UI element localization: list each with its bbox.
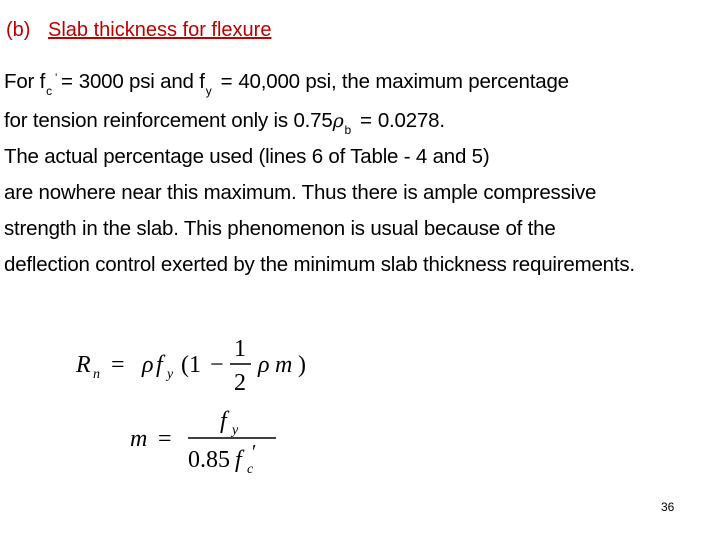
rho-subscript: b bbox=[344, 123, 352, 137]
equation-m bbox=[130, 408, 276, 477]
fc-prime: ' bbox=[55, 72, 58, 84]
equation-rn bbox=[75, 336, 306, 396]
heading-number: (b) bbox=[6, 19, 31, 41]
paragraph-line-3: The actual percentage used (lines 6 of Table - 4 and 5) bbox=[4, 145, 490, 168]
rn-subscript: n bbox=[93, 367, 100, 382]
eq1-equals: = bbox=[111, 352, 125, 378]
eq1-y-subscript: y bbox=[167, 367, 174, 382]
fc-subscript: c bbox=[46, 84, 52, 98]
eq2-den-prime: ′ bbox=[252, 441, 257, 463]
paragraph-line-4: are nowhere near this maximum. Thus there is ample compressive bbox=[4, 181, 597, 204]
eq1-close: ) bbox=[298, 352, 306, 378]
line1-equals-2: = bbox=[220, 70, 233, 93]
eq1-frac-den: 2 bbox=[234, 370, 246, 396]
eq2-equals: = bbox=[158, 426, 172, 452]
eq1-rho: ρ bbox=[142, 352, 154, 378]
fy-subscript: y bbox=[205, 84, 212, 98]
line1-prefix: For f bbox=[4, 70, 46, 93]
eq2-num-f: f bbox=[220, 408, 227, 434]
line2-rest: 0.0278. bbox=[377, 109, 445, 132]
paragraph-line-5: strength in the slab. This phenomenon is usual because of the bbox=[4, 217, 556, 240]
paragraph-line-6: deflection control exerted by the minimum slab thickness requirements. bbox=[4, 253, 635, 276]
line2-prefix: for tension reinforcement only is 0.75 bbox=[4, 109, 333, 132]
page-number: 36 bbox=[661, 500, 675, 514]
eq2-m: m bbox=[130, 426, 148, 452]
eq2-den-subscript: c bbox=[247, 462, 254, 477]
eq1-frac-num: 1 bbox=[234, 336, 246, 362]
rn-R: R bbox=[76, 352, 91, 378]
eq1-m: m bbox=[275, 352, 293, 378]
eq1-rho-2: ρ bbox=[258, 352, 270, 378]
eq1-open: (1 bbox=[181, 352, 201, 378]
eq1-minus: − bbox=[210, 352, 224, 378]
eq2-den-coef: 0.85 bbox=[188, 447, 230, 473]
eq1-f: f bbox=[156, 352, 163, 378]
eq2-num-subscript: y bbox=[232, 423, 239, 438]
line1-rest: 40,000 psi, the maximum percentage bbox=[238, 70, 569, 93]
line2-equals: = bbox=[360, 109, 372, 132]
rho-symbol: ρ bbox=[332, 110, 344, 132]
line1-value-1: 3000 psi and f bbox=[78, 70, 205, 93]
line1-equals-1: = bbox=[60, 70, 73, 93]
eq2-den-f: f bbox=[235, 447, 242, 473]
heading-title: Slab thickness for flexure bbox=[48, 19, 272, 41]
